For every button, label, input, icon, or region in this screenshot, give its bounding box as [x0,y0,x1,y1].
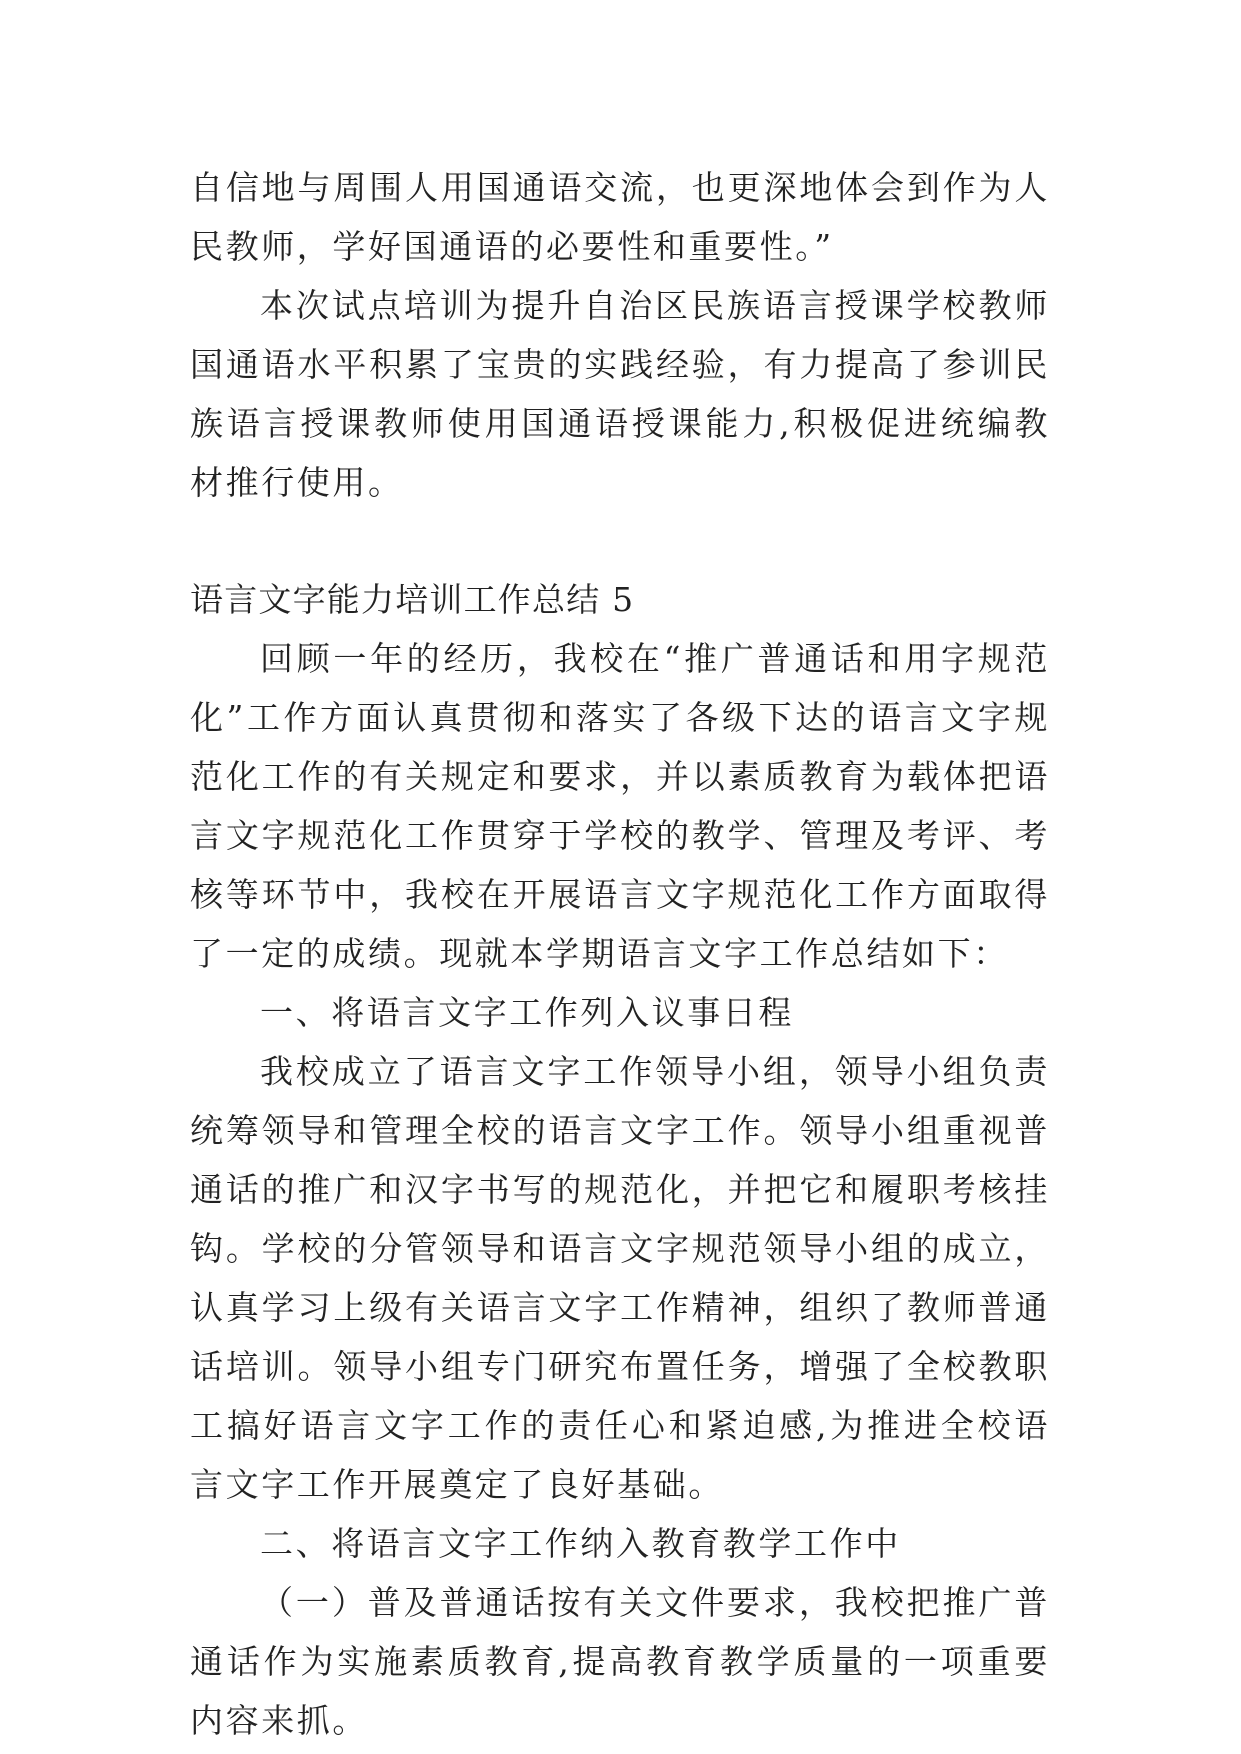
paragraph-pilot-training: 本次试点培训为提升自治区民族语言授课学校教师国通语水平积累了宝贵的实践经验，有力提高了参训民族语言授课教师使用国通语授课能力,积极促进统编教材推行使用。 [190,286,1050,502]
document-body [190,158,1050,1750]
paragraph-leadership-group: 我校成立了语言文字工作领导小组，领导小组负责统筹领导和管理全校的语言文字工作。领导小组重视普通话的推广和汉字书写的规范化，并把它和履职考核挂钩。学校的分管领导和语言文字规范领导小组的成立，认真学习上级有关语言文字工作精神，组织了教师普通话培训。领导小组专门研究布置任务，增强了全校教职工搞好语言文字工作的责任心和紧迫感,为推进全校语言文字工作开展奠定了良好基础。 [190,1052,1050,1504]
paragraph-continued: 自信地与周围人用国通语交流，也更深地体会到作为人民教师，学好国通语的必要性和重要性。” [190,168,1050,266]
subheading-agenda: 一、将语言文字工作列入议事日程 [260,993,794,1032]
subheading-education: 二、将语言文字工作纳入教育教学工作中 [260,1524,901,1563]
paragraph-review: 回顾一年的经历，我校在“推广普通话和用字规范化”工作方面认真贯彻和落实了各级下达的语言文字规范化工作的有关规定和要求，并以素质教育为载体把语言文字规范化工作贯穿于学校的教学、管理及考评、考核等环节中，我校在开展语言文字规范化工作方面取得了一定的成绩。现就本学期语言文字工作总结如下： [190,639,1050,973]
paragraph-mandarin: （一）普及普通话按有关文件要求，我校把推广普通话作为实施素质教育,提高教育教学质量的一项重要内容来抓。 [190,1583,1050,1740]
section-title: 语言文字能力培训工作总结 5 [190,580,635,619]
